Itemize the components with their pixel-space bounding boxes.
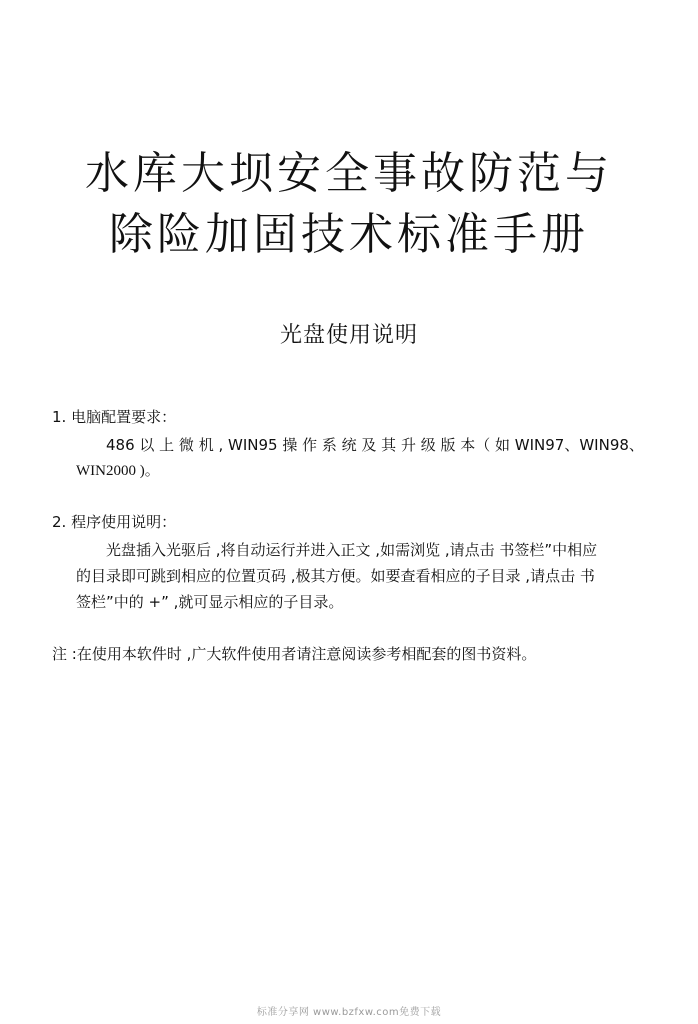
title-line-2: 除险加固技术标准手册 — [109, 209, 589, 260]
watermark-footer: 标准分享网 www.bzfxw.com免费下载 — [256, 1007, 442, 1018]
section2-line-2: 的目录即可跳到相应的位置页码 ,极其方便。如要查看相应的子目录 ,请点击 书 — [76, 567, 595, 585]
usage-note: 注 :在使用本软件时 ,广大软件使用者请注意阅读参考相配套的图书资料。 — [52, 645, 537, 663]
title-line-1: 水库大坝安全事故防范与 — [85, 148, 613, 199]
document-subtitle: 光盘使用说明 — [279, 323, 418, 348]
section1-line-2: WIN2000 )。 — [76, 463, 160, 479]
section2-line-3: 签栏”中的 +” ,就可显示相应的子目录。 — [76, 593, 344, 611]
section2-line-1: 光盘插入光驱后 ,将自动运行并进入正文 ,如需浏览 ,请点击 书签栏”中相应 — [106, 541, 598, 559]
section1-heading: 1. 电脑配置要求： — [52, 408, 177, 426]
section2-heading: 2. 程序使用说明： — [52, 513, 177, 531]
section1-line-1: 486 以 上 微 机 , WIN95 操 作 系 统 及 其 升 级 版 本（ 如 WIN97、WIN98、 — [106, 436, 644, 454]
